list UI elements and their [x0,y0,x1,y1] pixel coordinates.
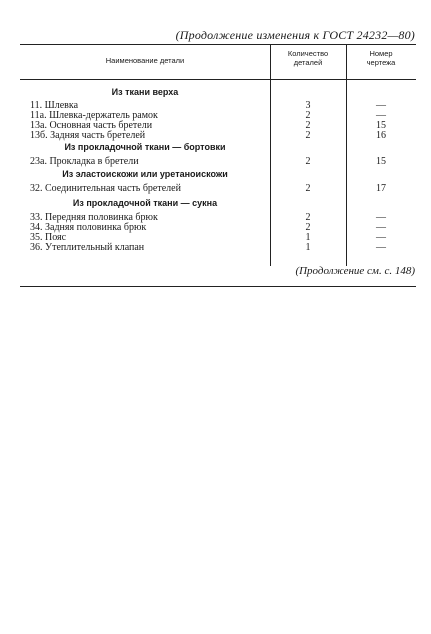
continuation-footer: (Продолжение см. с. 148) [295,265,415,277]
section-title: Из прокладочной ткани — сукна [72,198,218,208]
table-top-rule [20,44,416,45]
row-quantity: 2 [305,183,311,194]
row-name: 32. Соединительная часть бретелей [30,183,181,194]
row-drawing-number: 17 [376,183,386,194]
row-drawing-number: — [376,100,386,111]
row-name: 23а. Прокладка в бретели [30,156,139,167]
row-name: 11а. Шлевка-держатель рамок [30,110,158,121]
row-quantity: 2 [305,222,311,233]
row-drawing-number: 15 [376,120,386,131]
row-drawing-number: — [376,110,386,121]
row-drawing-number: — [376,232,386,243]
row-quantity: 1 [305,232,311,243]
row-quantity: 2 [305,212,311,223]
section-title: Из прокладочной ткани — бортовки [64,142,226,152]
column-header-quantity-line1: Количество [287,49,329,58]
row-drawing-number: — [376,242,386,253]
continuation-header: (Продолжение изменения к ГОСТ 24232—80) [175,28,415,42]
column-header-drawing-line1: Номер [369,49,393,58]
row-quantity: 3 [305,100,311,111]
row-quantity: 1 [305,242,311,253]
table-row [0,130,431,141]
row-drawing-number: — [376,222,386,233]
column-header-quantity-line2: деталей [293,58,323,67]
row-drawing-number: 16 [376,130,386,141]
table-row [0,156,431,167]
row-quantity: 2 [305,110,311,121]
row-drawing-number: 15 [376,156,386,167]
table-header-rule [20,79,416,80]
row-quantity: 2 [305,130,311,141]
table-row [0,183,431,194]
row-name: 36. Утеплительный клапан [30,242,145,253]
table-row [0,242,431,253]
bottom-rule [20,286,416,287]
row-name: 33. Передняя половинка брюк [30,212,158,223]
row-name: 35. Пояс [30,232,67,243]
row-name: 13б. Задняя часть бретелей [30,130,146,141]
section-title: Из эластоискожи или уретаноискожи [62,169,228,179]
row-quantity: 2 [305,156,311,167]
column-header-name: Наименование детали [105,56,185,65]
column-header-drawing [346,49,416,67]
row-quantity: 2 [305,120,311,131]
section-title: Из ткани верха [111,87,179,97]
column-header-drawing-line2: чертежа [366,58,396,67]
row-name: 34. Задняя половинка брюк [30,222,147,233]
column-header-quantity [270,49,346,67]
row-drawing-number: — [376,212,386,223]
row-name: 11. Шлевка [30,100,79,111]
row-name: 13а. Основная часть бретели [30,120,153,131]
